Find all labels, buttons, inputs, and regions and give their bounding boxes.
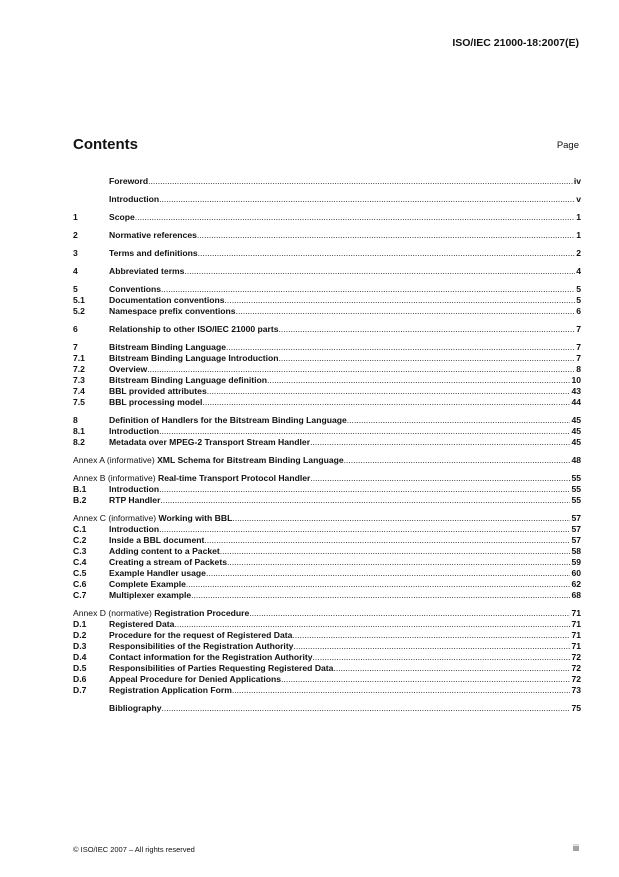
- toc-dot-leader: [310, 473, 570, 484]
- toc-entry-title: [109, 397, 202, 408]
- toc-entry-title: [109, 386, 207, 397]
- toc-dot-leader: [344, 455, 571, 466]
- toc-entry-label: Creating a stream of Packets: [109, 557, 227, 567]
- toc-entry[interactable]: [73, 284, 581, 295]
- toc-entry-label: Introduction: [109, 426, 160, 436]
- toc-entry[interactable]: [73, 353, 581, 364]
- toc-entry-number: 5.1: [73, 295, 85, 305]
- toc-dot-leader: [197, 230, 575, 241]
- toc-entry-label: Appeal Procedure for Denied Applications: [109, 674, 282, 684]
- toc-entry[interactable]: [73, 619, 581, 630]
- toc-entry-title: [109, 295, 225, 306]
- toc-entry[interactable]: [73, 176, 581, 187]
- toc-entry-label: Definition of Handlers for the Bitstream Binding Language: [109, 415, 347, 425]
- toc-entry[interactable]: [73, 703, 581, 714]
- toc-dot-leader: [281, 674, 570, 685]
- toc-entry-title: [109, 353, 279, 364]
- toc-dot-leader: [160, 495, 570, 506]
- toc-entry-label: Namespace prefix conventions: [109, 306, 236, 316]
- toc-entry-title: [109, 194, 159, 205]
- toc-entry-number: 8.1: [73, 426, 85, 436]
- toc-entry[interactable]: [73, 652, 581, 663]
- toc-entry-page: 58: [571, 546, 581, 556]
- toc-entry-page: 2: [576, 248, 581, 258]
- toc-entry-page: 7: [576, 342, 581, 352]
- toc-entry-page: 48: [571, 455, 581, 465]
- toc-entry-page: 71: [571, 608, 581, 618]
- toc-dot-leader: [191, 590, 570, 601]
- toc-entry-page: 4: [576, 266, 581, 276]
- toc-dot-leader: [293, 641, 570, 652]
- toc-dot-leader: [148, 176, 573, 187]
- toc-entry-title: [109, 674, 281, 685]
- toc-entry-number: 4: [73, 266, 78, 276]
- toc-entry[interactable]: [73, 608, 581, 619]
- toc-entry-page: 45: [571, 437, 581, 447]
- toc-entry-label: Registration Procedure: [154, 608, 250, 618]
- toc-entry-page: 57: [571, 513, 581, 523]
- toc-entry[interactable]: [73, 590, 581, 601]
- toc-entry-number: 6: [73, 324, 78, 334]
- toc-entry-number: 3: [73, 248, 78, 258]
- toc-dot-leader: [135, 212, 575, 223]
- toc-entry-page: 71: [571, 619, 581, 629]
- toc-entry-page: 72: [571, 663, 581, 673]
- toc-entry[interactable]: [73, 484, 581, 495]
- toc-entry-title: [109, 437, 310, 448]
- toc-entry-title: [109, 495, 160, 506]
- toc-entry-label: Inside a BBL document: [109, 535, 205, 545]
- toc-entry[interactable]: [73, 524, 581, 535]
- toc-entry[interactable]: [73, 364, 581, 375]
- toc-entry-page: 72: [571, 652, 581, 662]
- toc-entry[interactable]: [73, 342, 581, 353]
- toc-entry-page: 1: [576, 230, 581, 240]
- toc-entry-number: 7.3: [73, 375, 85, 385]
- toc-dot-leader: [226, 342, 575, 353]
- toc-entry[interactable]: [73, 437, 581, 448]
- toc-entry[interactable]: [73, 194, 581, 205]
- toc-entry-label: Metadata over MPEG-2 Transport Stream Handler: [109, 437, 311, 447]
- toc-entry-label: Registration Application Form: [109, 685, 232, 695]
- toc-dot-leader: [347, 415, 571, 426]
- toc-entry-title: [109, 524, 159, 535]
- toc-dot-leader: [279, 324, 576, 335]
- toc-entry-number: C.1: [73, 524, 87, 534]
- toc-entry-title: [109, 703, 162, 714]
- toc-entry-page: 73: [571, 685, 581, 695]
- toc-dot-leader: [204, 535, 570, 546]
- toc-entry[interactable]: [73, 685, 581, 696]
- toc-entry-number: 2: [73, 230, 78, 240]
- toc-entry-number: D.5: [73, 663, 87, 673]
- toc-entry[interactable]: [73, 230, 581, 241]
- toc-entry[interactable]: [73, 579, 581, 590]
- toc-dot-leader: [220, 546, 571, 557]
- toc-entry-page: 55: [571, 484, 581, 494]
- toc-dot-leader: [236, 306, 576, 317]
- toc-entry-number: D.2: [73, 630, 87, 640]
- toc-entry-page: 5: [576, 284, 581, 294]
- toc-entry-label: Documentation conventions: [109, 295, 225, 305]
- toc-entry-title: [109, 641, 293, 652]
- toc-entry-label: XML Schema for Bitstream Binding Language: [157, 455, 344, 465]
- toc-entry-title: [109, 364, 147, 375]
- toc-entry-label: Conventions: [109, 284, 162, 294]
- toc-entry-page: 71: [571, 641, 581, 651]
- toc-entry-title: [109, 324, 279, 335]
- toc-entry[interactable]: [73, 568, 581, 579]
- toc-entry-label: Example Handler usage: [109, 568, 206, 578]
- toc-entry[interactable]: [73, 495, 581, 506]
- toc-entry-page: 8: [576, 364, 581, 374]
- toc-dot-leader: [267, 375, 570, 386]
- toc-entry-label: Adding content to a Packet: [109, 546, 220, 556]
- toc-entry-label: Introduction: [109, 194, 160, 204]
- toc-entry-title: [109, 484, 159, 495]
- toc-entry-title: [73, 513, 232, 524]
- toc-entry-title: [109, 546, 220, 557]
- toc-entry-page: 68: [571, 590, 581, 600]
- toc-entry-label: Overview: [109, 364, 148, 374]
- toc-entry-page: 5: [576, 295, 581, 305]
- toc-dot-leader: [161, 284, 575, 295]
- toc-entry-title: [109, 342, 226, 353]
- toc-entry-number: C.6: [73, 579, 87, 589]
- toc-dot-leader: [198, 248, 576, 259]
- toc-entry-title: [109, 284, 161, 295]
- toc-entry-page: 6: [576, 306, 581, 316]
- toc-entry[interactable]: [73, 386, 581, 397]
- toc-dot-leader: [232, 513, 570, 524]
- toc-entry-page: 45: [571, 415, 581, 425]
- toc-entry-page: 45: [571, 426, 581, 436]
- toc-dot-leader: [159, 426, 570, 437]
- toc-dot-leader: [186, 579, 571, 590]
- toc-entry[interactable]: [73, 513, 581, 524]
- toc-entry-label: Introduction: [109, 524, 160, 534]
- toc-entry-title: [109, 306, 236, 317]
- toc-entry-number: 5: [73, 284, 78, 294]
- toc-entry-number: B.2: [73, 495, 87, 505]
- toc-entry-page: 55: [571, 473, 581, 483]
- toc-entry[interactable]: [73, 535, 581, 546]
- toc-entry[interactable]: [73, 630, 581, 641]
- toc-entry-title: [109, 652, 313, 663]
- toc-entry[interactable]: [73, 397, 581, 408]
- toc-entry[interactable]: [73, 557, 581, 568]
- toc-entry-title: [109, 266, 184, 277]
- toc-entry-page: 71: [571, 630, 581, 640]
- toc-entry-label: Terms and definitions: [109, 248, 198, 258]
- toc-entry-label: Procedure for the request of Registered Data: [109, 630, 293, 640]
- toc-entry-label: Introduction: [109, 484, 160, 494]
- toc-entry-number: 7.2: [73, 364, 85, 374]
- toc-entry-label: Normative references: [109, 230, 197, 240]
- toc-entry[interactable]: [73, 426, 581, 437]
- toc-entry-label: Responsibilities of Parties Requesting Registered Data: [109, 663, 334, 673]
- toc-entry-label: Complete Example: [109, 579, 186, 589]
- toc-entry-page: 7: [576, 353, 581, 363]
- toc-entry-page: 43: [571, 386, 581, 396]
- toc-dot-leader: [333, 663, 570, 674]
- toc-entry-title: [109, 535, 204, 546]
- toc-entry[interactable]: [73, 663, 581, 674]
- toc-entry-label: Bitstream Binding Language: [109, 342, 226, 352]
- toc-entry-page: 55: [571, 495, 581, 505]
- toc-entry-number: 5.2: [73, 306, 85, 316]
- toc-entry-title: [109, 579, 186, 590]
- toc-entry-label: Bitstream Binding Language Introduction: [109, 353, 279, 363]
- toc-entry-number: C.5: [73, 568, 87, 578]
- toc-entry-label: BBL provided attributes: [109, 386, 207, 396]
- document-id: ISO/IEC 21000-18:2007(E): [452, 37, 579, 49]
- toc-entry-title: [73, 608, 249, 619]
- toc-entry-page: 60: [571, 568, 581, 578]
- toc-entry-page: 44: [571, 397, 581, 407]
- toc-dot-leader: [279, 353, 576, 364]
- page-title: Contents: [73, 136, 138, 153]
- toc-entry-number: D.6: [73, 674, 87, 684]
- toc-entry-title: [109, 685, 232, 696]
- toc-dot-leader: [202, 397, 570, 408]
- toc-annex-prefix: Annex B (informative): [73, 473, 159, 483]
- toc-entry-number: C.7: [73, 590, 87, 600]
- toc-entry-title: [109, 230, 197, 241]
- toc-dot-leader: [310, 437, 570, 448]
- toc-dot-leader: [159, 484, 570, 495]
- toc-dot-leader: [232, 685, 571, 696]
- toc-entry[interactable]: [73, 455, 581, 466]
- toc-entry[interactable]: [73, 248, 581, 259]
- toc-entry-number: B.1: [73, 484, 87, 494]
- toc-entry-title: [109, 568, 206, 579]
- toc-entry-label: Working with BBL: [158, 513, 233, 523]
- toc-entry-page: 57: [571, 535, 581, 545]
- toc-entry-title: [109, 663, 333, 674]
- toc-entry-title: [109, 557, 227, 568]
- toc-entry-number: D.7: [73, 685, 87, 695]
- toc-dot-leader: [206, 568, 570, 579]
- toc-entry-label: Registered Data: [109, 619, 175, 629]
- toc-entry-title: [109, 212, 135, 223]
- page-column-label: Page: [556, 140, 579, 151]
- toc-entry-title: [109, 176, 148, 187]
- toc-entry-label: Bibliography: [109, 703, 162, 713]
- toc-entry[interactable]: [73, 641, 581, 652]
- toc-entry-page: 7: [576, 324, 581, 334]
- toc-entry-label: BBL processing model: [109, 397, 203, 407]
- toc-entry-page: v: [576, 194, 581, 204]
- toc-entry-label: RTP Handler: [109, 495, 161, 505]
- toc-entry-title: [109, 590, 191, 601]
- toc-entry-label: Foreword: [109, 176, 149, 186]
- toc-entry-number: C.4: [73, 557, 87, 567]
- toc-entry-number: 7.1: [73, 353, 85, 363]
- toc-entry-label: Real-time Transport Protocol Handler: [158, 473, 311, 483]
- toc-dot-leader: [227, 557, 570, 568]
- toc-entry-title: [109, 630, 292, 641]
- toc-entry-label: Abbreviated terms: [109, 266, 185, 276]
- toc-dot-leader: [174, 619, 570, 630]
- toc-entry-label: Contact information for the Registration Authority: [109, 652, 313, 662]
- toc-entry-page: 10: [571, 375, 581, 385]
- toc-entry-label: Scope: [109, 212, 135, 222]
- toc-entry-number: C.2: [73, 535, 87, 545]
- toc-annex-prefix: Annex A (informative): [73, 455, 158, 465]
- toc-entry-label: Responsibilities of the Registration Authority: [109, 641, 294, 651]
- toc-entry[interactable]: [73, 266, 581, 277]
- toc-entry-title: [109, 375, 267, 386]
- toc-dot-leader: [159, 194, 575, 205]
- toc-entry-page: 1: [576, 212, 581, 222]
- toc-entry-page: 57: [571, 524, 581, 534]
- toc-annex-prefix: Annex C (informative): [73, 513, 159, 523]
- toc-entry-title: [73, 455, 344, 466]
- toc-entry-page: 72: [571, 674, 581, 684]
- toc-entry-number: D.3: [73, 641, 87, 651]
- toc-dot-leader: [162, 703, 571, 714]
- toc-annex-prefix: Annex D (normative): [73, 608, 155, 618]
- toc-entry-title: [109, 426, 159, 437]
- page-number: iii: [573, 843, 579, 853]
- toc-entry-label: Bitstream Binding Language definition: [109, 375, 268, 385]
- toc-entry[interactable]: [73, 295, 581, 306]
- toc-entry-title: [73, 473, 310, 484]
- toc-dot-leader: [292, 630, 570, 641]
- toc-entry-number: D.4: [73, 652, 87, 662]
- toc-entry-page: 62: [571, 579, 581, 589]
- toc-entry-number: C.3: [73, 546, 87, 556]
- toc-dot-leader: [249, 608, 570, 619]
- toc-entry[interactable]: [73, 306, 581, 317]
- toc-entry[interactable]: [73, 415, 581, 426]
- toc-entry[interactable]: [73, 674, 581, 685]
- toc-entry[interactable]: [73, 375, 581, 386]
- toc-entry[interactable]: [73, 473, 581, 484]
- toc-entry-number: 8.2: [73, 437, 85, 447]
- toc-dot-leader: [159, 524, 570, 535]
- toc-dot-leader: [207, 386, 571, 397]
- toc-entry-number: 7: [73, 342, 78, 352]
- toc-entry[interactable]: [73, 546, 581, 557]
- toc-dot-leader: [225, 295, 576, 306]
- toc-entry-title: [109, 619, 174, 630]
- toc-entry-label: Multiplexer example: [109, 590, 192, 600]
- toc-dot-leader: [313, 652, 571, 663]
- toc-entry-page: 59: [571, 557, 581, 567]
- toc-entry-title: [109, 248, 198, 259]
- toc-entry-page: iv: [573, 176, 581, 186]
- toc-entry-page: 75: [571, 703, 581, 713]
- toc-entry-label: Relationship to other ISO/IEC 21000 parts: [109, 324, 279, 334]
- toc-entry-title: [109, 415, 347, 426]
- toc-entry[interactable]: [73, 324, 581, 335]
- toc-entry[interactable]: [73, 212, 581, 223]
- toc-entry-number: 8: [73, 415, 78, 425]
- toc-dot-leader: [184, 266, 575, 277]
- toc-dot-leader: [147, 364, 575, 375]
- table-of-contents: [73, 176, 581, 714]
- toc-entry-number: D.1: [73, 619, 87, 629]
- toc-entry-number: 7.5: [73, 397, 85, 407]
- toc-entry-number: 1: [73, 212, 78, 222]
- toc-entry-number: 7.4: [73, 386, 85, 396]
- copyright-notice: © ISO/IEC 2007 – All rights reserved: [73, 845, 195, 854]
